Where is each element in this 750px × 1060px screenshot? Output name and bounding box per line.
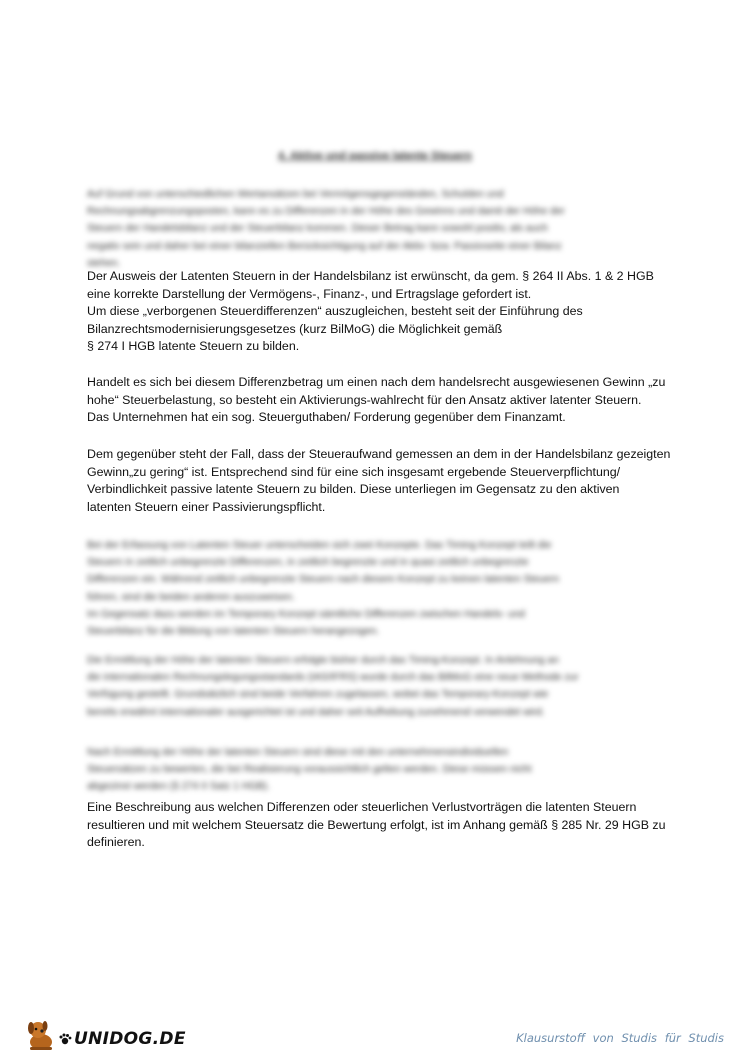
text-line: Bei der Erfassung von Latenten Steuer unterscheiden sich zwei Konzepte. Das Timing Konzept teilt die: [87, 540, 552, 551]
text-line: Um diese „verborgenen Steuerdifferenzen“ auszugleichen, besteht seit der Einführung des: [87, 304, 583, 318]
text-line: bereits erwähnt internationaler ausgerichtet ist und daher seit Aufhebung zunehmend verwendet wird.: [87, 706, 545, 718]
text-line: führen, sind die beiden anderen auszuweisen.: [87, 591, 295, 603]
text-line: § 274 I HGB latente Steuern zu bilden.: [87, 339, 300, 353]
text-line: Dem gegenüber steht der Fall, dass der Steueraufwand gemessen an dem in der Handelsbilanz gezeigten: [87, 447, 671, 461]
text-line: resultieren und mit welchem Steuersatz die Bewertung erfolgt, ist im Anhang gemäß § 285 Nr. 29 HGB zu: [87, 817, 666, 832]
text-line: Bilanzrechtsmodernisierungsgesetzes (kurz BilMoG) die Möglichkeit gemäß: [87, 321, 503, 336]
text-line: Rechnungsabgrenzungsposten, kann es zu Differenzen in der Höhe des Gewinns und damit der Höhe der: [87, 206, 565, 218]
text-line: Nach Ermittlung der Höhe der latenten Steuern sind diese mit den unternehmensindividuellen: [87, 747, 509, 758]
text-line: latenten Steuern einer Passivierungspflicht.: [87, 499, 326, 514]
text-line: abgezinst werden (§ 274 II Satz 1 HGB).: [87, 781, 270, 793]
dog-icon: [24, 1018, 58, 1052]
unidog-logo[interactable]: [24, 1016, 186, 1052]
text-line: Verfügung gestellt. Grundsätzlich sind beide Verfahren zugelassen, wobei das Temporary-Konzept wie: [87, 689, 549, 701]
text-line: Steuern der Handelsbilanz und der Steuerbilanz kommen. Dieser Betrag kann sowohl positiv, als auch: [87, 223, 548, 235]
text-line: stehen.: [87, 257, 121, 269]
text-line: Steuerbilanz für die Bildung von latenten Steuern herangezogen.: [87, 626, 380, 638]
text-line: Auf Grund von unterschiedlichen Wertansätzen bei Vermögensgegenständen, Schulden und: [87, 189, 504, 200]
text-line: Differenzen ein. Während zeitlich unbegrenzte Steuern nach diesem Konzept zu keinen latenten Steuern: [87, 574, 560, 586]
text-line: Steuern in zeitlich unbegrenzte Differenzen, in zeitlich begrenzte und in quasi zeitlich unbegrenzte: [87, 557, 529, 569]
text-line: Gewinn„zu gering“ ist. Entsprechend sind für eine sich insgesamt ergebende Steuerverpflichtung/: [87, 464, 621, 479]
text-line: negativ sein und daher bei einer bilanziellen Berücksichtigung auf der Aktiv- bzw. Passivseite einer Bilanz: [87, 240, 562, 252]
text-line: Steuersätzen zu bewerten, die bei Realisierung voraussichtlich gelten werden. Diese müssen nicht: [87, 764, 532, 776]
blurred-ermittlung-paragraph: [87, 652, 667, 721]
paw-icon: [58, 1032, 72, 1046]
text-line: definieren.: [87, 835, 145, 849]
logo-text: UNIDOG.DE: [74, 1029, 186, 1049]
text-line: eine korrekte Darstellung der Vermögens-, Finanz-, und Ertragslage gefordert ist.: [87, 286, 532, 301]
paragraph-passive-latente-steuern: [87, 446, 671, 516]
paragraph-aktive-latente-steuern: [87, 374, 667, 427]
text-line: Handelt es sich bei diesem Differenzbetrag um einen nach dem handelsrecht ausgewiesenen Gewinn „zu: [87, 375, 666, 389]
text-line: Verbindlichkeit passive latente Steuern zu bilden. Diese unterliegen im Gegensatz zu den aktiven: [87, 482, 620, 496]
blurred-bewertung-paragraph: [87, 744, 667, 796]
paragraph-ausweis: [87, 268, 667, 356]
footer-tagline: Klausurstoff von Studis für Studis: [516, 1031, 724, 1045]
paragraph-anhang: [87, 799, 667, 852]
text-line: hohe“ Steuerbelastung, so besteht ein Aktivierungs-wahlrecht für den Ansatz aktiver latenter Steuern.: [87, 392, 642, 407]
text-line: Eine Beschreibung aus welchen Differenzen oder steuerlichen Verlustvorträgen die latenten Steuern: [87, 800, 637, 814]
text-line: Das Unternehmen hat ein sog. Steuerguthaben/ Forderung gegenüber dem Finanzamt.: [87, 410, 566, 424]
blurred-konzepte-paragraph: [87, 537, 667, 640]
section-heading: 4. Aktive und passive latente Steuern: [278, 150, 472, 162]
blurred-intro-paragraph: [87, 186, 667, 272]
text-line: Der Ausweis der Latenten Steuern in der Handelsbilanz ist erwünscht, da gem. § 264 II Abs. 1 & 2 HGB: [87, 269, 654, 283]
text-line: die internationalen Rechnungslegungsstandards (IAS/IFRS) wurde durch das BilMoG eine neue Methode zur: [87, 672, 579, 684]
text-line: Die Ermittlung der Höhe der latenten Steuern erfolgte bisher durch das Timing-Konzept. In Anlehnung an: [87, 655, 559, 666]
text-line: Im Gegensatz dazu werden im Temporary Konzept sämtliche Differenzen zwischen Handels- und: [87, 608, 525, 620]
